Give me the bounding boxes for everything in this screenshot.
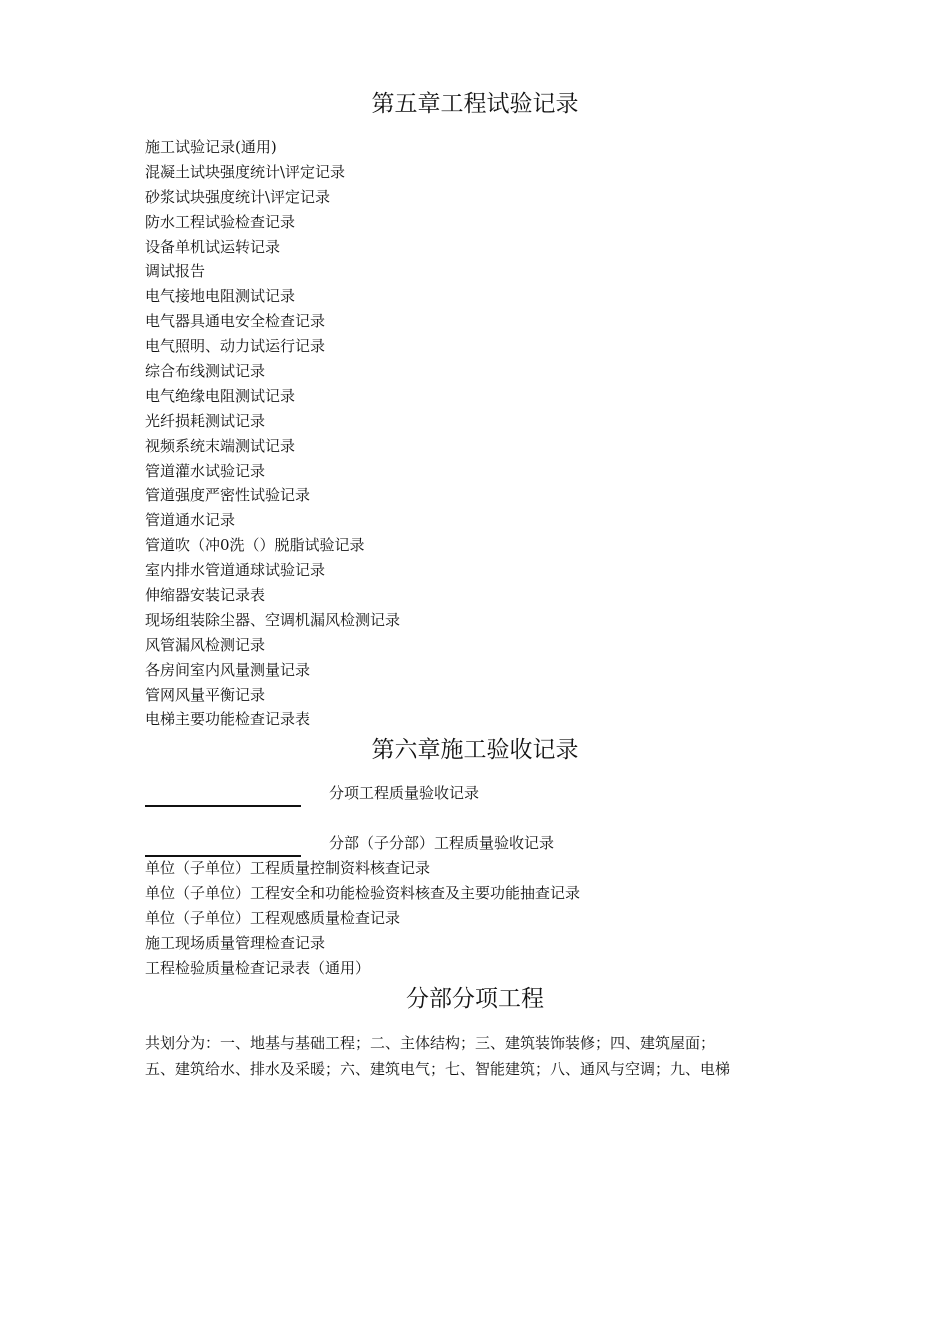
list-item: 综合布线测试记录	[145, 362, 266, 381]
list-item: 砂浆试块强度统计\评定记录	[145, 187, 331, 206]
paragraph-line: 五、建筑给水、排水及采暖；六、建筑电气；七、智能建筑；八、通风与空调；九、电梯	[145, 1060, 731, 1078]
list-item: 电梯主要功能检查记录表	[145, 710, 311, 729]
section-paragraph	[145, 1030, 805, 1082]
list-item: 电气绝缘电阻测试记录	[145, 386, 296, 405]
section-title: 分部分项工程	[406, 986, 544, 1012]
list-item: 管道强度严密性试验记录	[145, 486, 311, 505]
list-item: 混凝土试块强度统计\评定记录	[145, 162, 346, 181]
chapter6-title: 第六章施工验收记录	[371, 737, 579, 763]
list-item: 单位（子单位）工程质量控制资料核查记录	[145, 859, 431, 877]
list-item: 光纤损耗测试记录	[145, 411, 266, 430]
paragraph-line: 共划分为：一、地基与基础工程；二、主体结构；三、建筑装饰装修；四、建筑屋面；	[145, 1034, 716, 1052]
list-item: 现场组装除尘器、空调机漏风检测记录	[145, 610, 401, 629]
list-item: 工程检验质量检查记录表（通用）	[145, 958, 371, 977]
list-item: 施工现场质量管理检查记录	[145, 933, 326, 952]
list-item: 施工试验记录(通用)	[145, 138, 277, 156]
blank-item-row	[145, 831, 765, 857]
list-item: 视频系统末端测试记录	[145, 436, 296, 455]
list-item: 电气器具通电安全检查记录	[145, 312, 326, 331]
chapter6-list	[145, 856, 580, 980]
blank-item-row	[145, 781, 765, 807]
list-item: 设备单机试运转记录	[145, 237, 281, 256]
blank-item-label: 分项工程质量验收记录	[329, 784, 480, 802]
list-item: 单位（子单位）工程安全和功能检验资料核查及主要功能抽查记录	[145, 883, 581, 902]
list-item: 室内排水管道通球试验记录	[145, 561, 326, 580]
list-item: 电气照明、动力试运行记录	[145, 337, 326, 356]
chapter5-list	[145, 135, 400, 732]
list-item: 管道吹（冲0洗（）脱脂试验记录	[145, 536, 365, 555]
chapter5-title: 第五章工程试验记录	[371, 91, 579, 117]
list-item: 管网风量平衡记录	[145, 685, 266, 704]
list-item: 防水工程试验检查记录	[145, 212, 296, 231]
list-item: 单位（子单位）工程观感质量检查记录	[145, 908, 401, 927]
list-item: 管道灌水试验记录	[145, 461, 266, 480]
fill-in-blank-line	[145, 805, 301, 807]
list-item: 电气接地电阻测试记录	[145, 287, 296, 306]
list-item: 管道通水记录	[145, 511, 236, 530]
list-item: 伸缩器安装记录表	[145, 586, 266, 605]
list-item: 风管漏风检测记录	[145, 635, 266, 654]
list-item: 各房间室内风量测量记录	[145, 660, 311, 679]
blank-item-label: 分部（子分部）工程质量验收记录	[329, 834, 555, 852]
list-item: 调试报告	[145, 262, 206, 281]
